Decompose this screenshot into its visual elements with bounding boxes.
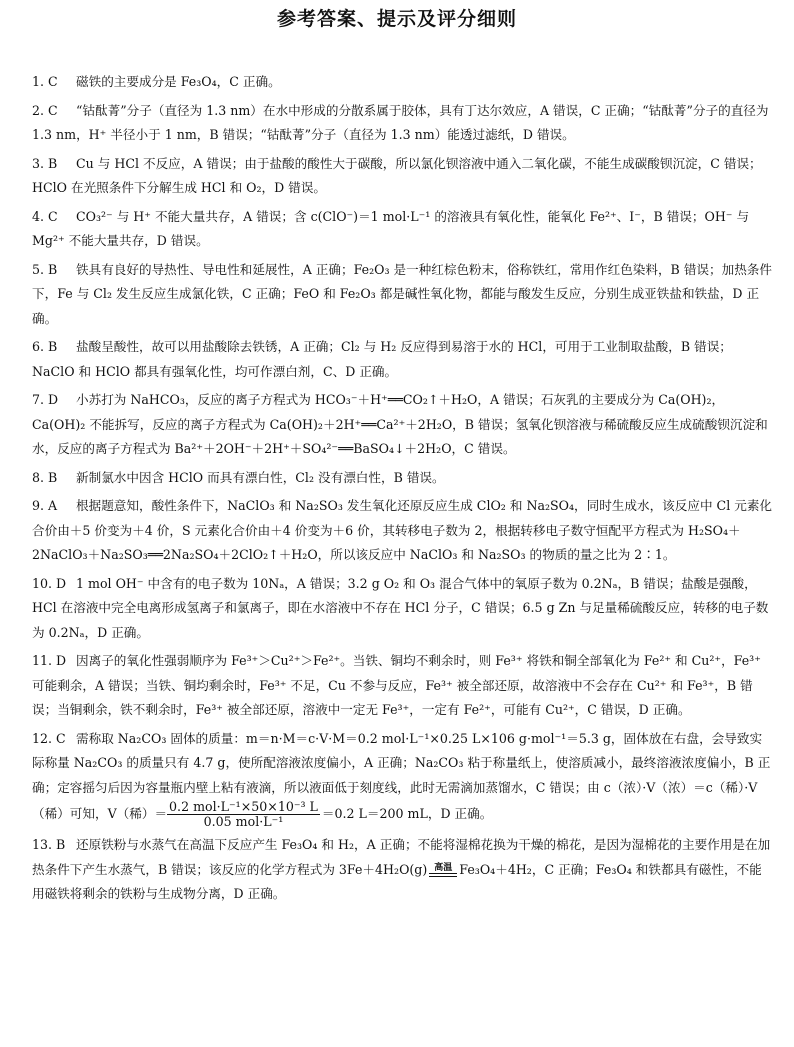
answer-item-4 [32, 205, 774, 254]
answer-explanation: 盐酸呈酸性，故可以用盐酸除去铁锈，A 正确；Cl₂ 与 H₂ 反应得到易溶于水的 HCl，可用于工业制取盐酸，B 错误；NaClO 和 HClO 都具有强氧化性，均可作漂白剂，C、D 正确。 [32, 339, 732, 379]
answer-explanation: 1 mol OH⁻ 中含有的电子数为 10Nₐ，A 错误；3.2 g O₂ 和 O₃ 混合气体中的氧原子数为 0.2Nₐ，B 错误；盐酸是强酸，HCl 在溶液中完全电离形成氢离子和氯离子，即在水溶液中不存在 HCl 分子，C 错误；6.5 g Zn 与足量稀硫酸反应，转移的电子数为 0.2Nₐ，D 正确。 [32, 575, 769, 640]
answer-explanation: CO₃²⁻ 与 H⁺ 不能大量共存，A 错误；含 c(ClO⁻)＝1 mol·L⁻¹ 的溶液具有氧化性，能氧化 Fe²⁺、I⁻，B 错误；OH⁻ 与 Mg²⁺ 不能大量共存，D 错误。 [32, 208, 750, 248]
answer-number: 11. D [32, 653, 67, 668]
fraction-denominator: 0.05 mol·L⁻¹ [203, 814, 284, 829]
answer-explanation: 还原铁粉与水蒸气在高温下反应产生 Fe₃O₄ 和 H₂，A 正确；不能将湿棉花换为干燥的棉花，是因为湿棉花的主要作用是在加热条件下产生水蒸气，B 错误；该反应的化学方程式为 3Fe＋4H₂O(g) [32, 837, 771, 877]
answer-item-1 [32, 70, 774, 95]
answer-number: 10. D [32, 575, 67, 591]
answer-explanation: 铁具有良好的导热性、导电性和延展性，A 正确；Fe₂O₃ 是一种红棕色粉末，俗称铁红，常用作红色染料，B 错误；加热条件下，Fe 与 Cl₂ 发生反应生成氯化铁，C 正确；FeO 和 Fe₂O₃ 都是碱性氧化物，都能与酸发生反应，分别生成亚铁盐和铁盐，D 正确。 [32, 261, 772, 326]
answer-explanation-tail: Fe₃O₄＋4H₂，C 正确；Fe₃O₄ 和铁都具有磁性，不能用磁铁将剩余的铁粉与生成物分离，D 正确。 [32, 861, 762, 901]
answer-number: 6. B [32, 339, 58, 354]
answer-item-12 [32, 727, 774, 830]
answer-item-11 [32, 649, 774, 723]
page-title: 参考答案、提示及评分细则 [276, 8, 517, 30]
answer-explanation: Cu 与 HCl 不反应，A 错误；由于盐酸的酸性大于碳酸，所以氯化钡溶液中通入二氧化碳，不能生成碳酸钡沉淀，C 错误；HClO 在光照条件下分解生成 HCl 和 O₂，D 错误。 [32, 155, 762, 195]
answer-number: 7. D [32, 392, 59, 407]
answer-item-10 [32, 572, 774, 646]
volume-fraction [167, 800, 320, 829]
answer-number: 8. B [32, 469, 58, 485]
answer-number: 9. A [32, 498, 58, 513]
answer-number: 5. B [32, 261, 58, 277]
answer-item-3 [32, 152, 774, 201]
answer-number: 2. C [32, 102, 58, 118]
answer-item-7 [32, 388, 774, 462]
answer-item-5 [32, 258, 774, 332]
reaction-condition-label: 高温 [434, 863, 453, 873]
answer-item-6 [32, 335, 774, 384]
answer-list [32, 70, 774, 911]
answer-number: 13. B [32, 837, 66, 852]
answer-item-8 [32, 466, 774, 491]
answer-number: 3. B [32, 155, 58, 171]
answer-number: 1. C [32, 74, 58, 89]
fraction-numerator: 0.2 mol·L⁻¹×50×10⁻³ L [169, 799, 318, 814]
answer-explanation: 因离子的氧化性强弱顺序为 Fe³⁺＞Cu²⁺＞Fe²⁺。当铁、铜均不剩余时，则 Fe³⁺ 将铁和铜全部氧化为 Fe²⁺ 和 Cu²⁺，Fe³⁺ 可能剩余，A 错误；当铁、铜均剩余时，Fe³⁺ 不足，Cu 不参与反应，Fe³⁺ 被全部还原，故溶液中不会存在 Cu²⁺ 和 Fe³⁺，B 错误；当铜剩余，铁不剩余时，Fe³⁺ 被全部还原，溶液中一定无 Fe³⁺，一定有 Fe²⁺，可能有 Cu²⁺，C 错误，D 正确。 [32, 653, 761, 717]
answer-explanation: 需称取 Na₂CO₃ 固体的质量：m＝n·M＝c·V·M＝0.2 mol·L⁻¹×0.25 L×106 g·mol⁻¹＝5.3 g，固体放在右盘，会导致实际称量 Na₂CO₃ 的质量只有 4.7 g，使所配溶液浓度偏小，A 正确；Na₂CO₃ 粘于称量纸上，使溶质减小，最终溶液浓度偏小，B 正确；定容摇匀后因为容量瓶内壁上粘有液滴，所以液面低于刻度线，此时无需滴加蒸馏水，C 错误；由 c（浓）·V（浓）＝c（稀）·V（稀）可知，V（稀）＝ [32, 730, 771, 821]
answer-explanation: “钴酞菁”分子（直径为 1.3 nm）在水中形成的分散系属于胶体，具有丁达尔效应，A 错误，C 正确；“钴酞菁”分子的直径为 1.3 nm，H⁺ 半径小于 1 nm，B 错误；“钴酞菁”分子（直径为 1.3 nm）能透过滤纸，D 错误。 [32, 102, 769, 142]
equals-sign [429, 873, 457, 877]
answer-number: 12. C [32, 730, 66, 746]
answer-explanation: 磁铁的主要成分是 Fe₃O₄，C 正确。 [76, 74, 281, 89]
answer-item-2 [32, 99, 774, 148]
answer-number: 4. C [32, 208, 58, 224]
answer-explanation-tail: ＝0.2 L＝200 mL，D 正确。 [321, 806, 493, 821]
answer-item-13 [32, 833, 774, 907]
answer-item-9 [32, 494, 774, 568]
answer-explanation: 新制氯水中因含 HClO 而具有漂白性，Cl₂ 没有漂白性，B 错误。 [76, 469, 445, 485]
answer-explanation: 小苏打为 NaHCO₃，反应的离子方程式为 HCO₃⁻＋H⁺══CO₂↑＋H₂O，A 错误；石灰乳的主要成分为 Ca(OH)₂，Ca(OH)₂ 不能拆写，反应的离子方程式为 Ca(OH)₂＋2H⁺══Ca²⁺＋2H₂O，B 错误；氢氧化钡溶液与稀硫酸反应生成硫酸钡沉淀和水，反应的离子方程式为 Ba²⁺＋2OH⁻＋2H⁺＋SO₄²⁻══BaSO₄↓＋2H₂O，C 错误。 [32, 392, 768, 456]
answer-explanation: 根据题意知，酸性条件下，NaClO₃ 和 Na₂SO₃ 发生氧化还原反应生成 ClO₂ 和 Na₂SO₄，同时生成水，该反应中 Cl 元素化合价由＋5 价变为＋4 价，S 元素化合价由＋4 价变为＋6 价，其转移电子数为 2，根据转移电子数守恒配平方程式为 H₂SO₄＋2NaClO₃＋Na₂SO₃══2Na₂SO₄＋2ClO₂↑＋H₂O，所以该反应中 NaClO₃ 和 Na₂SO₃ 的物质的量之比为 2∶1。 [32, 498, 773, 562]
reaction-condition [429, 863, 457, 877]
